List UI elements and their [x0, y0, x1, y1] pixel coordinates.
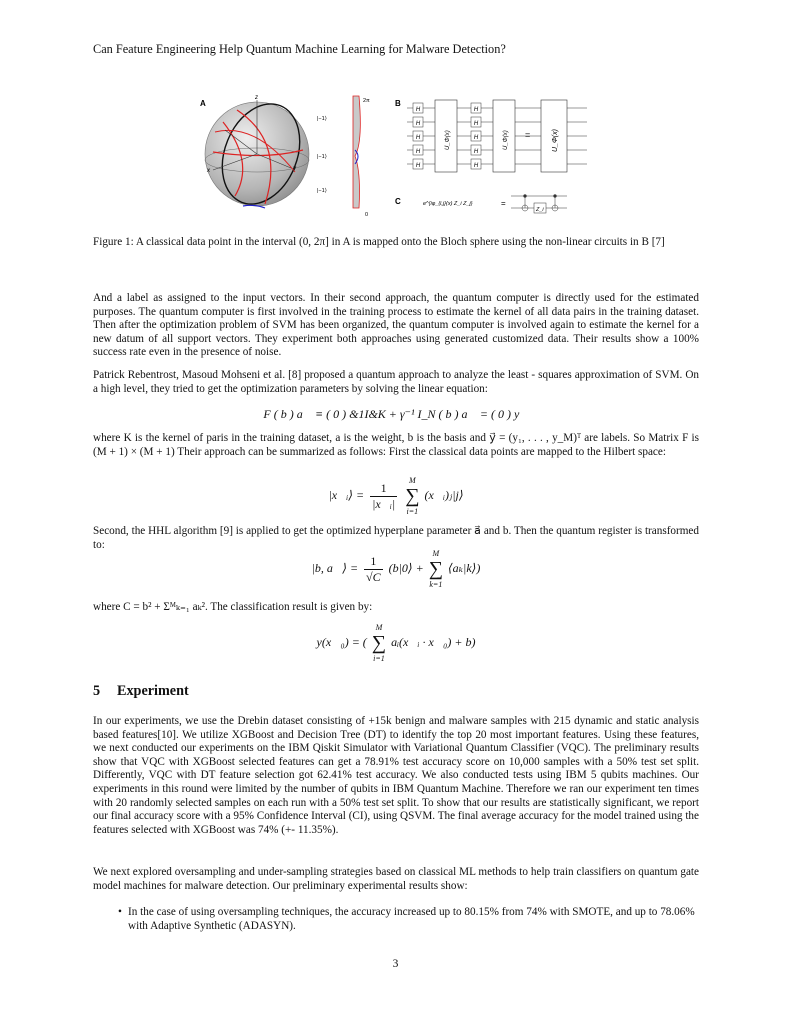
axis-x-label: x [207, 168, 210, 174]
paragraph: where C = b² + Σᴹₖ₌₁ aₖ². The classification result is given by: [93, 601, 373, 613]
paragraph: where K is the kernel of paris in the training dataset, a is the weight, b is the basis and y⃗ = (y₁, . . . , y_M)ᵀ are labels. So Matrix F is (M + 1) × (M + 1) Their approach can be summarized as follows: First the classical data points are mapped to the Hilbert space: [93, 432, 699, 458]
gate-h: H [415, 107, 421, 113]
eq3-lhs: |b, a⃗⟩ = [311, 560, 359, 575]
section-number: 5 [93, 683, 101, 699]
panel-c-label: C [395, 197, 401, 206]
eq4-rhs: aᵢ(x⃗ᵢ · x⃗₀) + b) [391, 634, 476, 649]
paragraph: We next explored oversampling and under-sampling strategies based on classical ML methods to help train classifiers on quantum gate model machines for malware detection. Our preliminary experimental results show: [93, 866, 699, 892]
block-combined-label: U_Φ(x) [552, 129, 559, 152]
panel-b-label: B [395, 99, 401, 108]
eq2-lhs: |x⃗ᵢ⟩ = [328, 487, 365, 502]
equation-2 [93, 475, 699, 517]
panel-a-label: A [200, 99, 206, 108]
gate-h: H [415, 135, 421, 141]
equation-1: F ( b ) a⃗ ≡ ( 0 ) &1I&K + γ⁻¹ I_N ( b ) a⃗ = ( 0 ) y⃗ [263, 407, 529, 421]
eq4-sum: M ∑ i=1 [371, 623, 387, 663]
gate-h: H [415, 121, 421, 127]
eq2-sum: M ∑ i=1 [405, 476, 420, 516]
density-top-label: 2π [363, 98, 370, 104]
panel-c-gate: Z_i [536, 207, 544, 213]
paragraph: And a label as assigned to the input vectors. In their second approach, the quantum computer is directly used for the estimated purposes. The quantum computer is first involved in the training process to estimate the kernel of all data pairs in the training dataset. Then after the optimization problem of SVM has been organized, the quantum computer is involved again to estimate the kernel for a new datum of all support vectors. They experiment both approaches using generated customized data. Their results show a 100% success rate even in the presence of noise. [93, 292, 699, 359]
list-item [118, 906, 699, 933]
gate-h: H [473, 135, 479, 141]
page-number: 3 [392, 958, 399, 970]
eq2-fraction: $\frac{1}{\text{|x⃗ᵢ|}}$ [372, 480, 396, 511]
eq2-rhs: (x⃗ᵢ)ⱼ|j⟩ [424, 487, 464, 502]
section-heading [93, 683, 189, 700]
eq3-mid: (b|0⟩ + [388, 560, 424, 575]
gate-h: H [415, 149, 421, 155]
equation-4 [93, 622, 699, 664]
paragraph: Patrick Rebentrost, Masoud Mohseni et al. [8] proposed a quantum approach to analyze the least - squares approximation of SVM. On a high level, they tried to get the optimization parameters by solving the linear equation: [93, 369, 699, 395]
figure-caption: Figure 1: A classical data point in the interval (0, 2π] in A is mapped onto the Bloch sphere using the non-linear circuits in B [7] [93, 236, 665, 248]
paragraph: In our experiments, we use the Drebin dataset consisting of +15k benign and malware samples with 215 dynamic and static analysis based features[10]. We utilize XGBoost and Decision Tree (DT) to identify the top 20 most important features. Using these features, we next conducted our experiments on the IBM Qiskit Simulator with Variational Quantum Classifier (VQC). The preliminary results show that VQC with XGBoost selected features can get a 78.91% test accuracy score on 10,000 samples with a 50% test set split. Differently, VQC with DT feature selection got 62.41% test accuracy. We also conducted tests using IBM 5 qubits machines. Our experiments in this round were limited by the number of qubits in IBM Quantum Machine. Therefore we ran our experiment ten times with 20 randomly selected samples on each run with a 50% test set split. To show that our results are statistically significant, we report our final accuracy score with a 95% Confidence Interval (CI), using QSVM. The final average accuracy for the model trained using the features selected with XGBoost was 74% (+- 11.35%). [93, 715, 699, 836]
block-1-label: U_Φ(x) [445, 130, 451, 150]
list-item-text: In the case of using oversampling techniques, the accuracy increased up to 80.15% from 74% with SMOTE, and up to 78.06% with Adaptive Synthetic (ADASYN). [128, 906, 695, 932]
panel-c-expression: e^{iφ_{i,j}(x) Z_i Z_j} [423, 201, 473, 207]
eq3-fraction: $\frac{1}{√C}$ [366, 553, 381, 584]
state-label-1: |−1⟩ [317, 116, 327, 122]
axis-z-label: z [255, 95, 258, 101]
panel-c-equals: = [501, 199, 506, 208]
axis-y-label: y [293, 166, 296, 172]
block-2-label: U_Φ(x) [503, 130, 509, 150]
gate-h: H [473, 121, 479, 127]
eq3-rhs: ⟨aₖ|k⟩) [447, 560, 481, 575]
gate-h: H [415, 163, 421, 169]
equals-sign: = [525, 130, 531, 140]
eq3-sum: M ∑ k=1 [428, 549, 443, 589]
gate-h: H [473, 163, 479, 169]
state-label-2: |−1⟩ [317, 154, 327, 160]
section-title: Experiment [117, 683, 189, 699]
density-bottom-label: 0 [365, 212, 369, 218]
state-label-3: |−1⟩ [317, 188, 327, 194]
figure-1 [195, 92, 605, 222]
running-title: Can Feature Engineering Help Quantum Machine Learning for Malware Detection? [93, 42, 506, 56]
gate-h: H [473, 107, 479, 113]
equation-3 [93, 548, 699, 590]
gate-h: H [473, 149, 479, 155]
eq4-lhs: y(x⃗₀) = ( [316, 634, 367, 649]
paragraph: Second, the HHL algorithm [9] is applied to get the optimized hyperplane parameter a⃗ and b. Then the quantum register is transformed to: [93, 525, 699, 551]
bullet-marker: • [118, 906, 122, 918]
